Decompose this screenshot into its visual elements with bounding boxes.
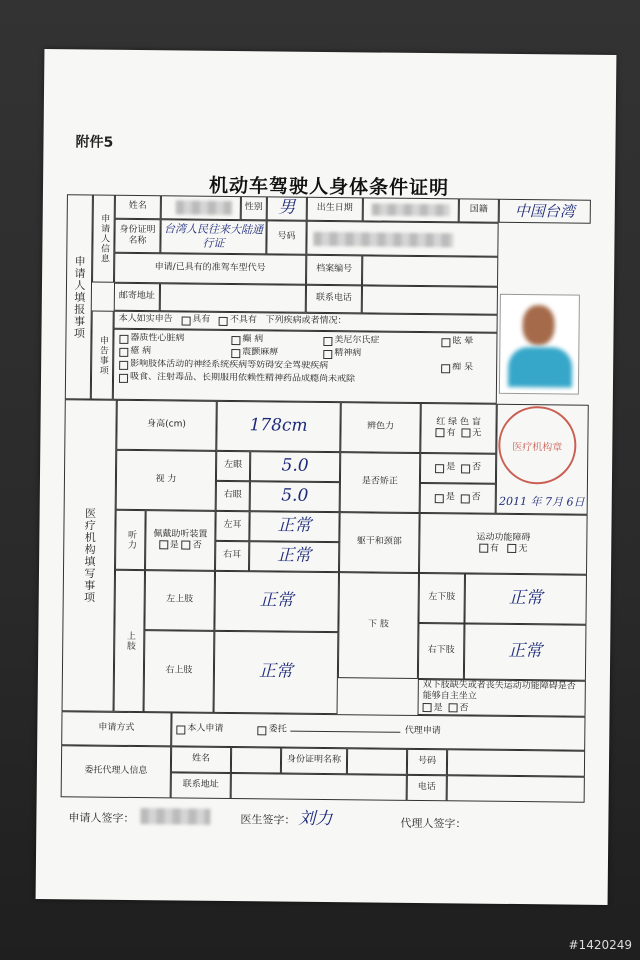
right-lower-label: 右下肢 — [418, 623, 465, 679]
left-eye-value: 5.0 — [281, 455, 309, 477]
gender-value: 男 — [278, 197, 296, 219]
disease-tremor[interactable]: 震颤麻痹 — [227, 347, 317, 360]
correction-row-1: 是 否 — [420, 453, 496, 484]
colorblind-cell — [420, 403, 497, 454]
phone-value — [362, 285, 498, 314]
height-value: 178cm — [249, 415, 308, 437]
colorblind-none-label: 无 — [472, 428, 482, 439]
id-label: 身份证明名称 — [114, 219, 160, 253]
id-number-value — [306, 221, 498, 257]
file-number-value — [362, 255, 498, 286]
agent-name-value[interactable] — [231, 747, 281, 774]
applicant-signature-label: 申请人签字： — [68, 811, 135, 826]
both-lower-no-checkbox[interactable] — [448, 703, 457, 712]
applicant-signature-blur — [140, 808, 210, 825]
birthdate-label: 出生日期 — [307, 197, 363, 222]
height-label: 身高(cm) — [116, 400, 217, 451]
gender-label: 性别 — [241, 196, 267, 220]
watermark: #1420249 — [568, 938, 632, 952]
left-upper-cell — [214, 571, 339, 632]
entrust-blank[interactable] — [291, 730, 401, 732]
right-ear-cell — [249, 541, 339, 572]
agent-signature-label: 代理人签字： — [400, 816, 467, 831]
agent-address-label: 联系地址 — [171, 772, 231, 799]
height-cell — [216, 401, 341, 452]
nationality-label: 国籍 — [459, 198, 499, 222]
both-lower-cell: 双下肢缺失或者丧失运动功能障碍是否能够自主坐立 是 否 — [418, 679, 586, 717]
declare-text: 本人如实申告 — [118, 314, 173, 325]
medical-section-label: 医疗机构填写事项 — [62, 399, 117, 712]
right-ear-value: 正常 — [277, 545, 312, 567]
agent-address-value[interactable] — [231, 773, 407, 801]
trunk-label: 躯干和颈部 — [339, 512, 420, 573]
form-title: 机动车驾驶人身体条件证明 — [208, 174, 450, 200]
form-paper — [36, 49, 617, 905]
colorblind-have-checkbox[interactable] — [436, 428, 445, 437]
agent-label: 代理申请 — [404, 726, 441, 737]
left-lower-label: 左下肢 — [418, 573, 465, 623]
right-eye-value: 5.0 — [281, 485, 309, 507]
colorblind-label: 红 绿 色 盲 — [436, 416, 481, 428]
not-has-checkbox[interactable] — [219, 316, 228, 325]
birthdate-value — [363, 197, 459, 222]
disease-epilepsy[interactable]: 癫 病 — [227, 334, 307, 347]
right-lower-value: 正常 — [508, 641, 543, 662]
color-label: 辨色力 — [340, 402, 421, 453]
disease-mental[interactable]: 精神病 — [319, 348, 419, 361]
nationality-cell — [499, 199, 591, 224]
left-ear-cell — [249, 511, 339, 542]
not-has-label: 不具有 — [229, 315, 257, 326]
license-label: 申请/已具有的准驾车型代号 — [114, 253, 306, 285]
motor-label: 运动功能障碍 — [476, 532, 531, 543]
id-value: 台湾人民往来大陆通行证 — [164, 222, 264, 250]
right-ear-label: 右耳 — [215, 541, 249, 571]
right-lower-cell — [464, 623, 587, 680]
entrust-checkbox[interactable] — [258, 726, 267, 735]
colorblind-have-label: 有 — [446, 428, 456, 439]
left-upper-label: 左上肢 — [144, 570, 215, 631]
attachment-label: 附件5 — [75, 134, 114, 151]
right-eye-cell — [250, 481, 340, 512]
following-text: 下列疾病或者情况： — [265, 315, 347, 327]
left-eye-label: 左眼 — [216, 451, 250, 481]
aid-no-checkbox[interactable] — [182, 540, 191, 549]
motor-have-checkbox[interactable] — [479, 544, 488, 553]
stamp-date: 2011 年 7月 6日 — [498, 495, 585, 509]
self-label: 本人申请 — [187, 723, 224, 735]
motor-cell: 运动功能障碍 有 无 — [419, 513, 588, 575]
applicant-photo — [499, 294, 580, 395]
self-checkbox[interactable] — [176, 725, 185, 734]
phone-label: 联系电话 — [306, 285, 362, 314]
file-number-label: 档案编号 — [306, 255, 362, 286]
left-eye-cell — [250, 451, 340, 482]
right-upper-cell — [214, 631, 339, 714]
agent-number-value[interactable] — [447, 749, 585, 776]
aid-cell: 佩戴助听装置 是 否 — [145, 510, 216, 571]
left-lower-value: 正常 — [508, 588, 543, 609]
left-ear-label: 左耳 — [215, 511, 249, 541]
right-upper-value: 正常 — [258, 661, 294, 683]
correction-no-checkbox-2[interactable] — [461, 494, 470, 503]
both-lower-text: 双下肢缺失或者丧失运动功能障碍是否能够自主坐立 — [422, 680, 576, 702]
address-label: 邮寄地址 — [114, 283, 160, 311]
name-value — [161, 195, 241, 220]
disease-meniere[interactable]: 美尼尔氏症 — [319, 335, 419, 348]
right-eye-label: 右眼 — [216, 481, 250, 511]
both-lower-yes-checkbox[interactable] — [423, 703, 432, 712]
upper-limb-label: 上肢 — [114, 570, 145, 712]
disease-organic-heart[interactable]: 器质性心脏病 — [115, 333, 225, 346]
agent-id-value[interactable] — [347, 748, 407, 775]
agent-number-label: 号码 — [407, 749, 447, 775]
hearing-label: 听力 — [115, 510, 146, 570]
disease-nervous[interactable]: 影响肢体活动的神经系统疾病等妨碍安全驾驶疾病 — [115, 359, 435, 374]
disease-dementia[interactable]: 痴 呆 — [437, 362, 497, 375]
disease-seizure[interactable]: 癔 病 — [115, 346, 215, 359]
disease-box — [113, 329, 498, 404]
declare-label: 申告事项 — [91, 311, 114, 400]
lower-limb-label: 下 肢 — [338, 572, 419, 679]
right-upper-label: 右上肢 — [144, 630, 215, 713]
correction-yes-checkbox-2[interactable] — [435, 494, 444, 503]
colorblind-none-checkbox[interactable] — [461, 428, 470, 437]
agent-info-label: 委托代理人信息 — [61, 745, 172, 798]
left-upper-value: 正常 — [259, 590, 294, 612]
disease-drugs[interactable]: 吸食、注射毒品、长期服用依赖性精神药品成瘾尚未戒除 — [115, 372, 445, 387]
entrust-label: 委托 — [268, 724, 287, 735]
method-label: 申请方式 — [61, 711, 171, 746]
method-options — [171, 712, 585, 750]
aid-yes-checkbox[interactable] — [159, 540, 168, 549]
has-checkbox[interactable] — [181, 316, 190, 325]
nationality-value: 中国台湾 — [514, 201, 575, 221]
agent-phone-value[interactable] — [447, 775, 585, 802]
gender-cell — [267, 196, 307, 220]
disease-vertigo[interactable]: 眩 晕 — [437, 336, 497, 349]
left-ear-value: 正常 — [277, 515, 312, 537]
name-label: 姓名 — [115, 195, 161, 219]
agent-id-label: 身份证明名称 — [281, 748, 347, 775]
doctor-signature-value: 刘力 — [298, 808, 333, 830]
left-lower-cell — [464, 573, 587, 624]
id-number-label: 号码 — [266, 220, 306, 254]
agent-name-label: 姓名 — [171, 746, 231, 773]
motor-none-checkbox[interactable] — [508, 544, 517, 553]
doctor-signature-label: 医生签字： — [240, 813, 296, 827]
address-value — [160, 283, 306, 313]
institution-stamp: 医疗机构章 — [498, 406, 577, 485]
has-label: 具有 — [192, 314, 211, 326]
applicant-section-label: 申请人填报事项 — [65, 194, 93, 399]
correction-no-checkbox[interactable] — [461, 464, 470, 473]
correction-label: 是否矫正 — [340, 452, 421, 513]
id-cell — [160, 219, 266, 254]
correction-row-2: 是 否 — [420, 483, 496, 514]
vision-label: 视 力 — [116, 450, 217, 511]
correction-yes-checkbox[interactable] — [435, 464, 444, 473]
aid-label: 佩戴助听装置 — [153, 528, 208, 540]
applicant-info-label: 申请人信息 — [92, 195, 115, 283]
agent-phone-label: 电话 — [407, 775, 447, 801]
